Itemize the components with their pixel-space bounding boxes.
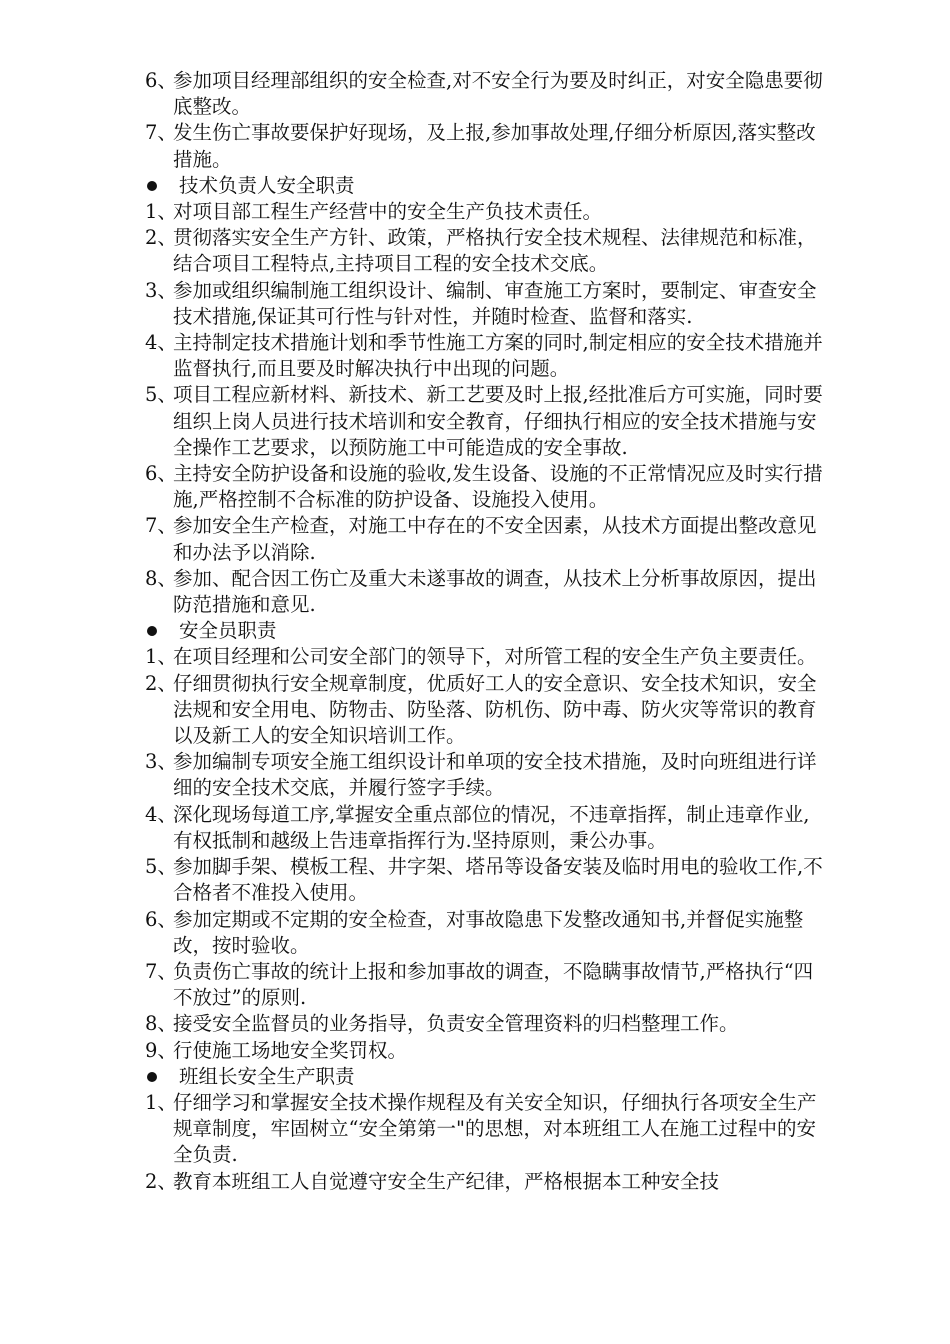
section-heading-text: 技术负责人安全职责	[179, 173, 355, 197]
list-item	[145, 382, 825, 461]
list-item-number: 5、	[145, 383, 177, 407]
list-item-number: 4、	[145, 802, 177, 826]
list-item-number: 7、	[145, 959, 177, 983]
list-item-text: 贯彻落实安全生产方针、政策，严格执行安全技术规程、法律规范和标准，结合项目工程特点,主持项目工程的安全技术交底。	[173, 226, 817, 276]
section-heading-text: 安全员职责	[179, 619, 277, 643]
list-item	[145, 749, 825, 801]
list-item-number: 5、	[145, 855, 177, 879]
list-item-number: 8、	[145, 566, 177, 590]
list-item	[145, 1090, 825, 1169]
list-item	[145, 644, 825, 670]
list-item-text: 接受安全监督员的业务指导，负责安全管理资料的归档整理工作。	[173, 1012, 739, 1036]
list-item-text: 在项目经理和公司安全部门的领导下，对所管工程的安全生产负主要责任。	[173, 645, 817, 669]
list-item-text: 参加脚手架、模板工程、井字架、塔吊等设备安装及临时用电的验收工作,不合格者不准投入使用。	[173, 855, 823, 905]
list-item	[145, 330, 825, 382]
list-item-number: 1、	[145, 645, 177, 669]
list-item-text: 参加定期或不定期的安全检查，对事故隐患下发整改通知书,并督促实施整改，按时验收。	[173, 907, 804, 957]
list-item-number: 3、	[145, 278, 177, 302]
list-item-text: 参加或组织编制施工组织设计、编制、审查施工方案时，要制定、审查安全技术措施,保证其可行性与针对性，并随时检查、监督和落实.	[173, 278, 817, 328]
list-item-text: 参加编制专项安全施工组织设计和单项的安全技术措施，及时向班组进行详细的安全技术交底，并履行签字手续。	[173, 750, 817, 800]
list-item-number: 6、	[145, 69, 177, 92]
list-item-number: 9、	[145, 1038, 177, 1062]
section-heading	[145, 618, 825, 644]
section-heading-text: 班组长安全生产职责	[179, 1064, 355, 1088]
list-item	[145, 513, 825, 565]
list-item	[145, 225, 825, 277]
list-item-text: 仔细贯彻执行安全规章制度，优质好工人的安全意识、安全技术知识，安全法规和安全用电、防物击、防坠落、防机伤、防中毒、防火灾等常识的教育以及新工人的安全知识培训工作。	[173, 671, 817, 748]
list-item-number: 3、	[145, 750, 177, 774]
bullet-icon	[147, 626, 157, 636]
list-item-text: 深化现场每道工序,掌握安全重点部位的情况，不违章指挥，制止违章作业,有权抵制和越级上告违章指挥行为.坚持原则，秉公办事。	[173, 802, 810, 852]
list-item-text: 对项目部工程生产经营中的安全生产负技术责任。	[173, 200, 603, 224]
section-heading	[145, 1064, 825, 1090]
list-item	[145, 199, 825, 225]
list-item	[145, 68, 825, 120]
list-item-number: 1、	[145, 200, 177, 224]
list-item-number: 2、	[145, 671, 177, 695]
list-item-text: 主持安全防护设备和设施的验收,发生设备、设施的不正常情况应及时实行措施,严格控制不合标准的防护设备、设施投入使用。	[173, 462, 823, 512]
list-item-text: 行使施工场地安全奖罚权。	[173, 1038, 408, 1062]
list-item-text: 参加项目经理部组织的安全检查,对不安全行为要及时纠正，对安全隐患要彻底整改。	[173, 69, 823, 119]
list-item-text: 仔细学习和掌握安全技术操作规程及有关安全知识，仔细执行各项安全生产规章制度，牢固树立“安全第第一"的思想，对本班组工人在施工过程中的安全负责.	[173, 1090, 817, 1167]
list-item	[145, 120, 825, 172]
list-item	[145, 907, 825, 959]
list-item-number: 4、	[145, 331, 177, 355]
list-item	[145, 854, 825, 906]
list-item	[145, 1169, 825, 1195]
list-item-text: 负责伤亡事故的统计上报和参加事故的调查，不隐瞒事故情节,严格执行“四不放过”的原则.	[173, 959, 814, 1010]
list-item-text: 参加安全生产检查，对施工中存在的不安全因素，从技术方面提出整改意见和办法予以消除.	[173, 514, 817, 564]
list-item-text: 项目工程应新材料、新技术、新工艺要及时上报,经批准后方可实施，同时要组织上岗人员进行技术培训和安全教育，仔细执行相应的安全技术措施与安全操作工艺要求，以预防施工中可能造成的安全事故.	[173, 383, 823, 459]
list-item	[145, 802, 825, 854]
list-item-text: 参加、配合因工伤亡及重大未遂事故的调查，从技术上分析事故原因，提出防范措施和意见.	[173, 566, 817, 617]
list-item	[145, 671, 825, 750]
list-item	[145, 1011, 825, 1037]
document-body	[145, 68, 825, 1195]
list-item-text: 教育本班组工人自觉遵守安全生产纪律，严格根据本工种安全技	[173, 1169, 720, 1193]
list-item-number: 6、	[145, 462, 177, 486]
list-item-text: 主持制定技术措施计划和季节性施工方案的同时,制定相应的安全技术措施并监督执行,而且要及时解决执行中出现的问题。	[173, 331, 823, 381]
list-item-number: 6、	[145, 907, 177, 931]
list-item	[145, 1038, 825, 1064]
list-item-number: 7、	[145, 514, 177, 538]
list-item	[145, 959, 825, 1011]
bullet-icon	[147, 1072, 157, 1082]
list-item-text: 发生伤亡事故要保护好现场，及上报,参加事故处理,仔细分析原因,落实整改措施。	[173, 121, 816, 171]
section-heading	[145, 173, 825, 199]
list-item-number: 2、	[145, 1169, 177, 1193]
list-item-number: 1、	[145, 1090, 177, 1114]
bullet-icon	[147, 181, 157, 191]
list-item-number: 2、	[145, 226, 177, 250]
list-item-number: 7、	[145, 121, 177, 145]
list-item	[145, 461, 825, 513]
list-item	[145, 278, 825, 330]
list-item	[145, 566, 825, 618]
list-item-number: 8、	[145, 1012, 177, 1036]
